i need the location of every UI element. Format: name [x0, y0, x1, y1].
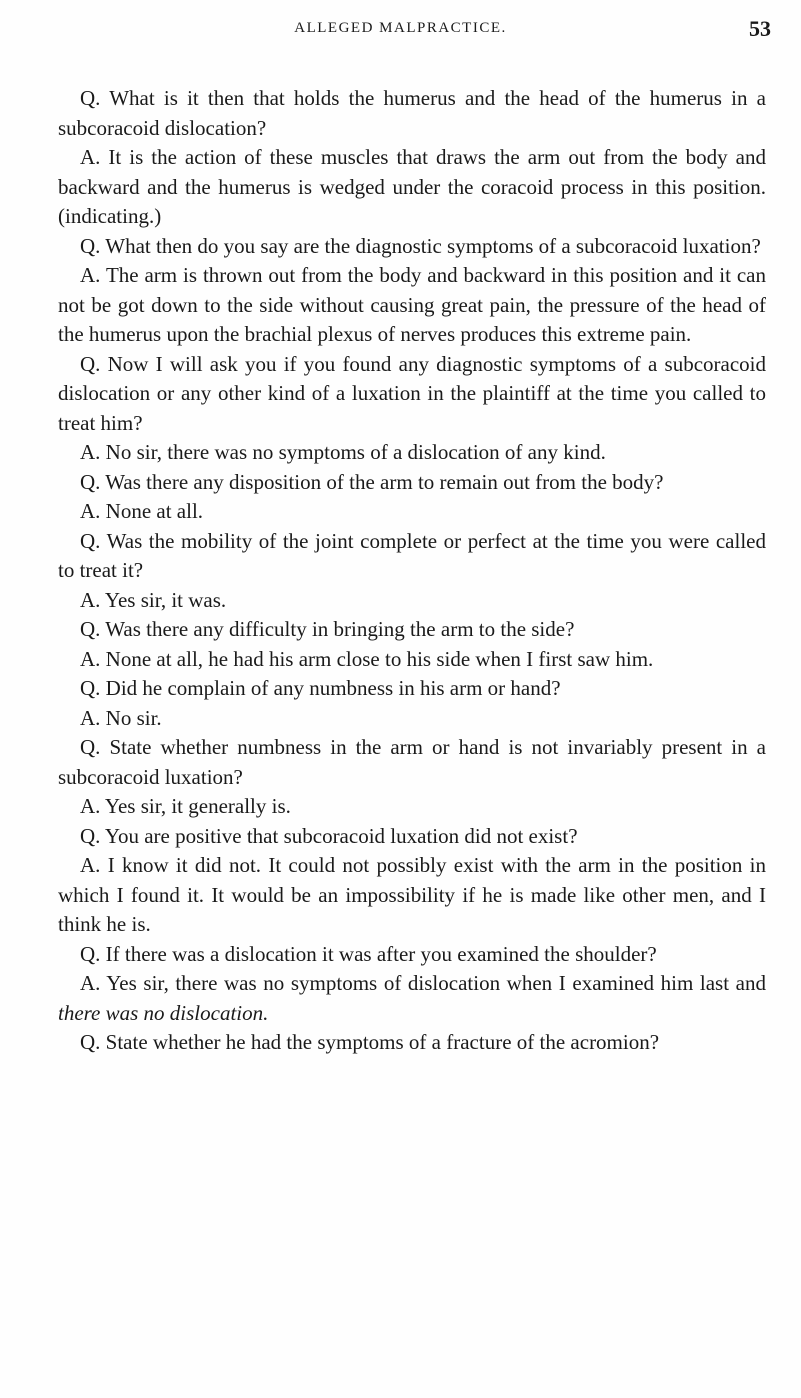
answer-paragraph	[58, 261, 766, 350]
answer-paragraph	[58, 969, 766, 1028]
question-paragraph	[58, 350, 766, 439]
running-head: ALLEGED MALPRACTICE.	[294, 20, 507, 36]
question-paragraph	[58, 940, 766, 970]
question-paragraph	[58, 822, 766, 852]
paragraph-text: A. Yes sir, it generally is.	[80, 794, 291, 818]
question-paragraph	[58, 468, 766, 498]
paragraph-text: Q. Now I will ask you if you found any diagnostic symptoms of a subcoracoid dislocation or any other kind of a luxation in the plaintiff at the time you called to treat him?	[58, 351, 766, 435]
paragraph-text: A. The arm is thrown out from the body and backward in this position and it can not be got down to the side without causing great pain, the pressure of the head of the humerus upon the brachial plexus of nerves produces this extreme pain.	[58, 263, 766, 346]
answer-paragraph	[58, 704, 766, 734]
page-header	[0, 14, 801, 50]
paragraph-text: Q. Was there any disposition of the arm to remain out from the body?	[80, 469, 664, 494]
testimony-text	[58, 84, 766, 1058]
paragraph-text: Q. Did he complain of any numbness in his arm or hand?	[80, 676, 561, 700]
question-paragraph	[58, 84, 766, 143]
answer-paragraph	[58, 438, 766, 468]
answer-paragraph	[58, 497, 766, 527]
paragraph-text: A. Yes sir, there was no symptoms of dislocation when I examined him last and	[80, 971, 766, 995]
answer-paragraph	[58, 851, 766, 940]
paragraph-text: Q. You are positive that subcoracoid luxation did not exist?	[80, 823, 578, 848]
paragraph-text: A. I know it did not. It could not possibly exist with the arm in the position in which I found it. It would be an impossibility if he is made like other men, and I think he is.	[58, 853, 766, 936]
question-paragraph	[58, 615, 766, 645]
paragraph-text: A. No sir, there was no symptoms of a dislocation of any kind.	[80, 440, 606, 464]
paragraph-text: A. None at all, he had his arm close to his side when I first saw him.	[80, 646, 654, 671]
italic-text: there was no dislocation.	[58, 1000, 269, 1025]
paragraph-text: Q. State whether numbness in the arm or hand is not invariably present in a subcoracoid luxation?	[58, 735, 766, 789]
question-paragraph	[58, 674, 766, 704]
paragraph-text: A. No sir.	[80, 705, 162, 730]
question-paragraph	[58, 232, 766, 262]
question-paragraph	[58, 733, 766, 792]
answer-paragraph	[58, 792, 766, 822]
paragraph-text: A. None at all.	[80, 499, 204, 523]
paragraph-text: A. It is the action of these muscles that draws the arm out from the body and backward and the humerus is wedged under the coracoid process in this position. (indicating.)	[58, 145, 766, 228]
question-paragraph	[58, 1028, 766, 1058]
answer-paragraph	[58, 143, 766, 232]
paragraph-text: Q. What is it then that holds the humerus and the head of the humerus in a subcoracoid dislocation?	[58, 86, 766, 140]
paragraph-text: Q. What then do you say are the diagnostic symptoms of a subcoracoid luxation?	[80, 233, 761, 258]
paragraph-text: Q. Was the mobility of the joint complete or perfect at the time you were called to treat it?	[58, 528, 766, 582]
paragraph-text: A. Yes sir, it was.	[80, 587, 227, 612]
paragraph-text: Q. State whether he had the symptoms of a fracture of the acromion?	[80, 1030, 660, 1054]
page-number: 53	[749, 16, 771, 41]
question-paragraph	[58, 527, 766, 586]
paragraph-text: Q. If there was a dislocation it was after you examined the shoulder?	[80, 941, 657, 966]
paragraph-text: Q. Was there any difficulty in bringing the arm to the side?	[80, 617, 575, 641]
answer-paragraph	[58, 586, 766, 616]
answer-paragraph	[58, 645, 766, 675]
